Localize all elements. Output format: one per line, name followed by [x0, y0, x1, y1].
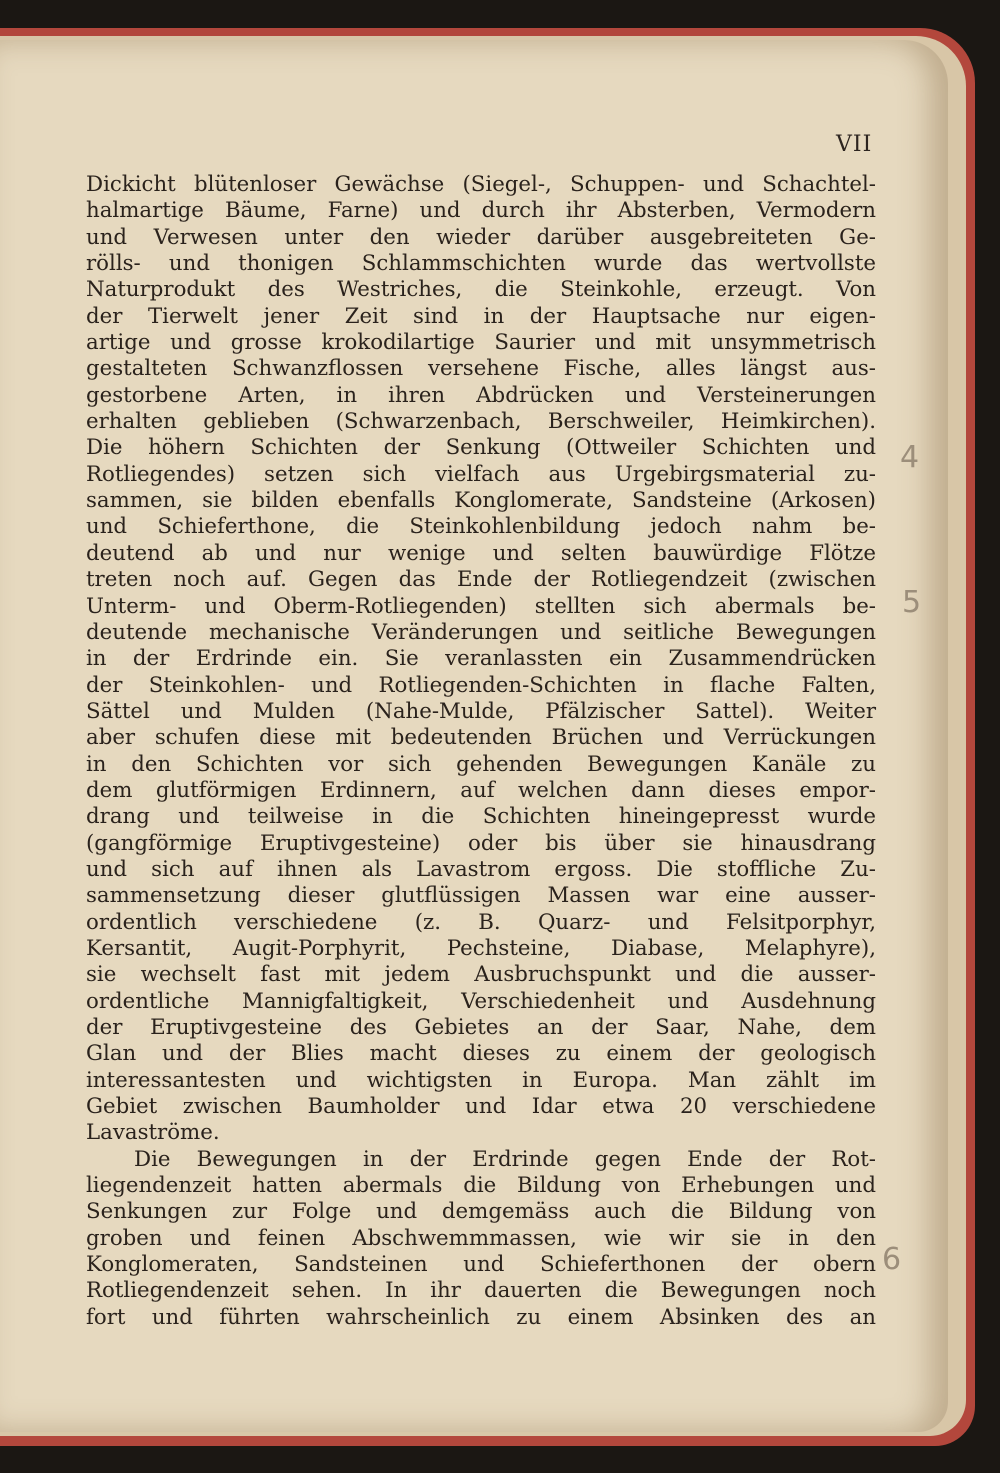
text-line: Kersantit, Augit-Porphyrit, Pechsteine, Diabase, Melaphyre), — [86, 935, 876, 961]
text-line: Lavaströme. — [86, 1120, 220, 1146]
text-line: Rotliegendenzeit sehen. In ihr dauerten die Bewegungen noch — [86, 1278, 876, 1304]
text-line: Sättel und Mulden (Nahe-Mulde, Pfälzischer Sattel). Weiter — [86, 698, 876, 724]
text-line: der Eruptivgesteine des Gebietes an der Saar, Nahe, dem — [86, 1015, 876, 1040]
text-line: sammensetzung dieser glutflüssigen Massen war eine ausser- — [86, 883, 876, 909]
page-number: VII — [836, 132, 873, 157]
text-line: der Steinkohlen- und Rotliegenden-Schichten in flache Falten, — [86, 672, 876, 698]
text-line: deutend ab und nur wenige und selten bauwürdige Flötze — [86, 540, 876, 566]
text-line: Unterm- und Oberm-Rotliegenden) stellten sich abermals be- — [86, 593, 876, 619]
text-line: dem glutförmigen Erdinnern, auf welchen dann dieses empor- — [86, 777, 876, 803]
text-line: aber schufen diese mit bedeutenden Brüchen und Verrückungen — [86, 725, 876, 751]
text-line: und Verwesen unter den wieder darüber ausgebreiteten Ge- — [86, 224, 876, 250]
text-line: der Tierwelt jener Zeit sind in der Hauptsache nur eigen- — [86, 303, 876, 329]
text-line: drang und teilweise in die Schichten hineingepresst wurde — [86, 804, 876, 830]
text-line: treten noch auf. Gegen das Ende der Rotliegendzeit (zwischen — [86, 567, 876, 593]
margin-mark: 6 — [882, 1242, 902, 1277]
text-line: fort und führten wahrscheinlich zu einem Absinken des an — [86, 1304, 876, 1330]
text-line: Gebiet zwischen Baumholder und Idar etwa 20 verschiedene — [86, 1094, 876, 1120]
text-line: groben und feinen Abschwemmmassen, wie wir sie in den — [86, 1225, 876, 1251]
text-line: Rotliegendes) setzen sich vielfach aus Urgebirgsmaterial zu- — [86, 461, 876, 487]
text-line: gestalteten Schwanzflossen versehene Fische, alles längst aus- — [86, 356, 876, 382]
text-line: ordentliche Mannigfaltigkeit, Verschiedenheit und Ausdehnung — [86, 988, 876, 1014]
text-line: und sich auf ihnen als Lavastrom ergoss. Die stoffliche Zu- — [86, 856, 876, 882]
page-body-text — [86, 172, 876, 1331]
text-line: (gangförmige Eruptivgesteine) oder bis über sie hinausdrang — [86, 830, 876, 856]
text-line: in den Schichten vor sich gehenden Bewegungen Kanäle zu — [86, 751, 876, 777]
margin-mark: 5 — [902, 585, 922, 620]
text-line: liegendenzeit hatten abermals die Bildung von Erhebungen und — [86, 1173, 876, 1199]
text-line: erhalten geblieben (Schwarzenbach, Berschweiler, Heimkirchen). — [86, 409, 876, 435]
text-line: Die höhern Schichten der Senkung (Ottweiler Schichten und — [86, 435, 876, 461]
text-line: Senkungen zur Folge und demgemäss auch die Bildung von — [86, 1199, 876, 1225]
text-line: Die Bewegungen in der Erdrinde gegen Ende der Rot- — [134, 1146, 876, 1172]
text-line: gestorbene Arten, in ihren Abdrücken und Versteinerungen — [86, 382, 876, 408]
margin-mark: 4 — [900, 440, 920, 475]
text-line: rölls- und thonigen Schlammschichten wurde das wertvollste — [86, 251, 876, 277]
text-line: interessantesten und wichtigsten in Europa. Man zählt im — [86, 1067, 876, 1093]
text-line: halmartige Bäume, Farne) und durch ihr Absterben, Vermodern — [86, 198, 876, 224]
text-line: Naturprodukt des Westriches, die Steinkohle, erzeugt. Von — [86, 277, 876, 303]
text-line: Glan und der Blies macht dieses zu einem der geologisch — [86, 1041, 876, 1067]
text-line: Dickicht blütenloser Gewächse (Siegel-, Schuppen- und Schachtel- — [86, 172, 876, 197]
text-line: Konglomeraten, Sandsteinen und Schieferthonen der obern — [86, 1252, 876, 1278]
text-line: deutende mechanische Veränderungen und seitliche Bewegungen — [86, 619, 876, 645]
text-line: artige und grosse krokodilartige Saurier und mit unsymmetrisch — [86, 330, 876, 356]
text-line: sie wechselt fast mit jedem Ausbruchspunkt und die ausser- — [86, 962, 876, 988]
text-line: ordentlich verschiedene (z. B. Quarz- und Felsitporphyr, — [86, 909, 876, 935]
text-line: und Schieferthone, die Steinkohlenbildung jedoch nahm be- — [86, 514, 876, 540]
text-line: in der Erdrinde ein. Sie veranlassten ein Zusammendrücken — [86, 646, 876, 672]
text-line: sammen, sie bilden ebenfalls Konglomerate, Sandsteine (Arkosen) — [86, 488, 876, 514]
